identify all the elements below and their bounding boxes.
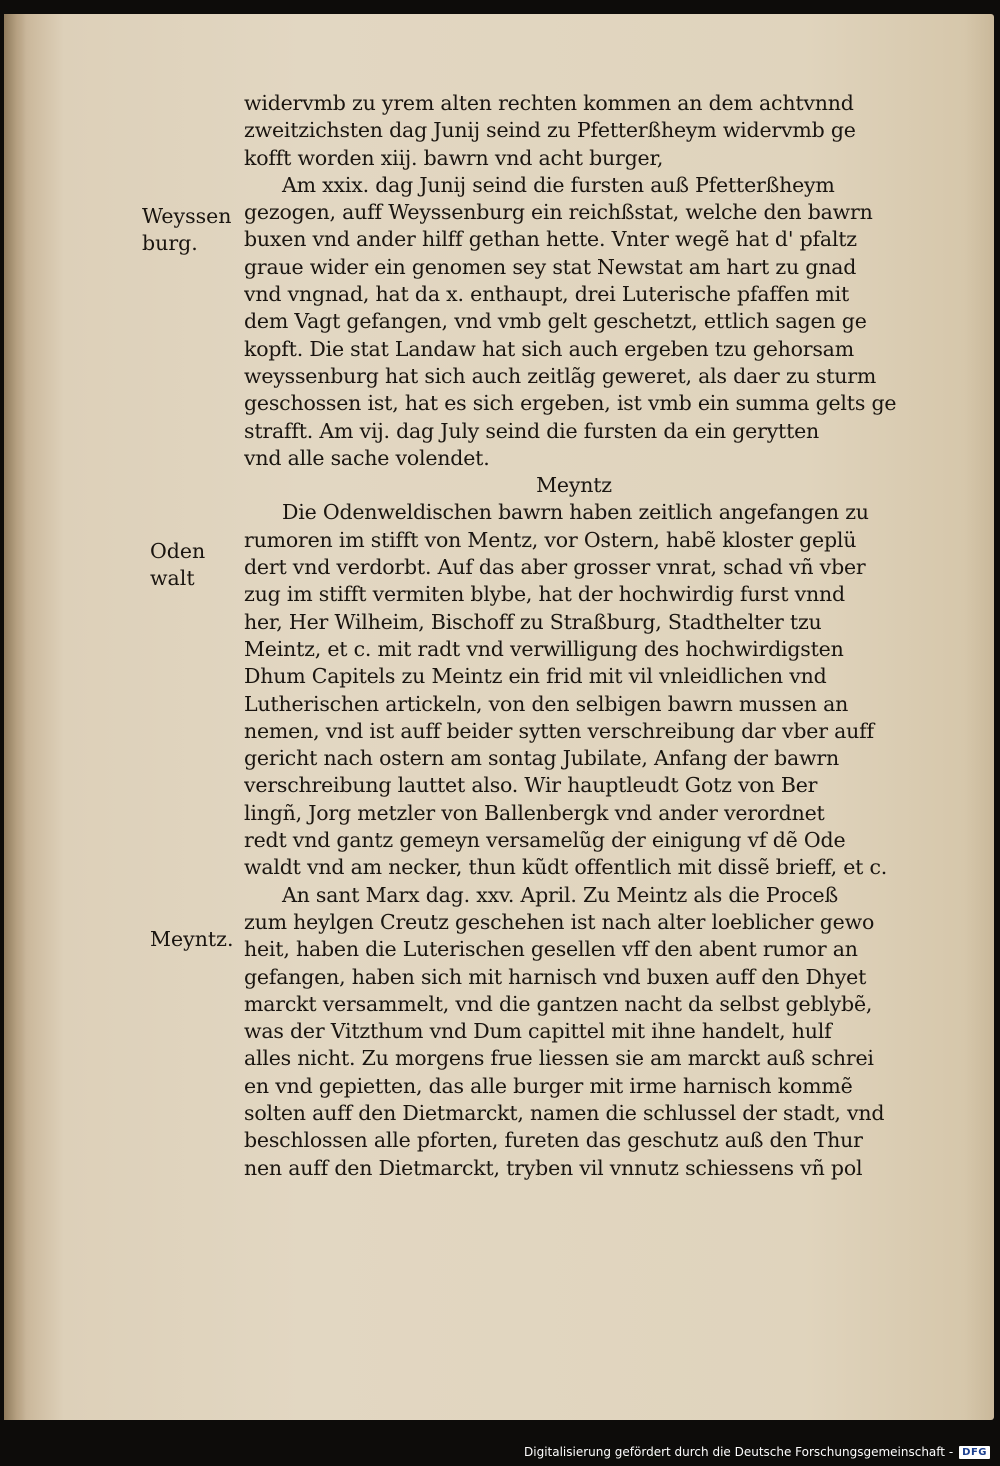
text-line: Dhum Capitels zu Meintz ein frid mit vil vnleidlichen vnd [244, 664, 827, 689]
text-line: An sant Marx dag. xxv. April. Zu Meintz als die Proceß [282, 882, 838, 907]
text-line: rumoren im stifft von Mentz, vor Ostern, habẽ kloster geplü [244, 527, 857, 552]
text-line: beschlossen alle pforten, fureten das geschutz auß den Thur [244, 1128, 863, 1153]
text-line: zum heylgen Creutz geschehen ist nach alter loeblicher gewo [244, 909, 875, 934]
text-line: dem Vagt gefangen, vnd vmb gelt geschetzt, ettlich sagen ge [244, 309, 867, 334]
margin-note-odenwalt: Oden walt [150, 539, 206, 590]
digitization-footer [524, 1440, 990, 1464]
text-line: vnd alle sache volendet. [244, 445, 490, 470]
text-line: Meintz, et c. mit radt vnd verwilligung des hochwirdigsten [244, 636, 844, 661]
text-line: waldt vnd am necker, thun kũdt offentlich mit dissẽ brieff, et c. [244, 855, 888, 880]
text-line: zug im stifft vermiten blybe, hat der hochwirdig furst vnnd [244, 582, 845, 607]
text-line: was der Vitzthum vnd Dum capittel mit ihne handelt, hulf [244, 1019, 832, 1044]
text-line: geschossen ist, hat es sich ergeben, ist vmb ein summa gelts ge [244, 391, 897, 416]
text-line: buxen vnd ander hilff gethan hette. Vnter wegẽ hat d' pfaltz [244, 227, 857, 252]
text-line: solten auff den Dietmarckt, namen die schlussel der stadt, vnd [244, 1100, 885, 1125]
text-line: nen auff den Dietmarckt, tryben vil vnnutz schiessens vñ pol [244, 1155, 863, 1180]
text-line: zweitzichsten dag Junij seind zu Pfetterßheym widervmb ge [244, 118, 856, 143]
section-heading: Meyntz [536, 473, 612, 498]
text-line: her, Her Wilheim, Bischoff zu Straßburg, Stadthelter tzu [244, 609, 822, 634]
text-line: Die Odenweldischen bawrn haben zeitlich angefangen zu [282, 500, 869, 525]
text-line: graue wider ein genomen sey stat Newstat am hart zu gnad [244, 254, 857, 279]
text-line: en vnd gepietten, das alle burger mit irme harnisch kommẽ [244, 1073, 853, 1098]
text-line: nemen, vnd ist auff beider sytten verschreibung dar vber auff [244, 718, 874, 743]
text-line: kopft. Die stat Landaw hat sich auch ergeben tzu gehorsam [244, 336, 854, 361]
text-line: dert vnd verdorbt. Auf das aber grosser vnrat, schad vñ vber [244, 555, 866, 580]
dfg-logo: DFG [959, 1446, 990, 1459]
text-line: widervmb zu yrem alten rechten kommen an dem achtvnnd [244, 91, 854, 115]
text-line: gericht nach ostern am sontag Jubilate, Anfang der bawrn [244, 746, 839, 771]
text-line: alles nicht. Zu morgens frue liessen sie am marckt auß schrei [244, 1046, 874, 1071]
text-line: strafft. Am vij. dag July seind die fursten da ein gerytten [244, 418, 820, 443]
margin-note-weyssenburg: Weyssen burg. [142, 204, 232, 255]
text-line: heit, haben die Luterischen gesellen vff den abent rumor an [244, 937, 858, 962]
main-text-column [244, 90, 944, 1182]
margin-note-meyntz: Meyntz. [150, 927, 234, 951]
text-line: weyssenburg hat sich auch zeitlãg geweret, als daer zu sturm [244, 363, 877, 388]
text-line: redt vnd gantz gemeyn versamelũg der einigung vf dẽ Ode [244, 828, 846, 853]
text-line: Lutherischen artickeln, von den selbigen bawrn mussen an [244, 691, 849, 716]
text-line: Am xxix. dag Junij seind die fursten auß Pfetterßheym [282, 172, 835, 197]
text-line: marckt versammelt, vnd die gantzen nacht da selbst geblybẽ, [244, 991, 873, 1016]
text-line: gezogen, auff Weyssenburg ein reichßstat, welche den bawrn [244, 200, 873, 225]
text-line: kofft worden xiij. bawrn vnd acht burger, [244, 145, 664, 170]
page-gutter-shadow [4, 14, 26, 1420]
text-line: gefangen, haben sich mit harnisch vnd buxen auff den Dhyet [244, 964, 867, 989]
text-line: verschreibung lauttet also. Wir hauptleudt Gotz von Ber [244, 773, 818, 798]
text-line: vnd vngnad, hat da x. enthaupt, drei Luterische pfaffen mit [244, 282, 850, 307]
text-line: lingñ, Jorg metzler von Ballenbergk vnd ander verordnet [244, 800, 825, 825]
footer-credit-text: Digitalisierung gefördert durch die Deutsche Forschungsgemeinschaft - [524, 1445, 954, 1459]
